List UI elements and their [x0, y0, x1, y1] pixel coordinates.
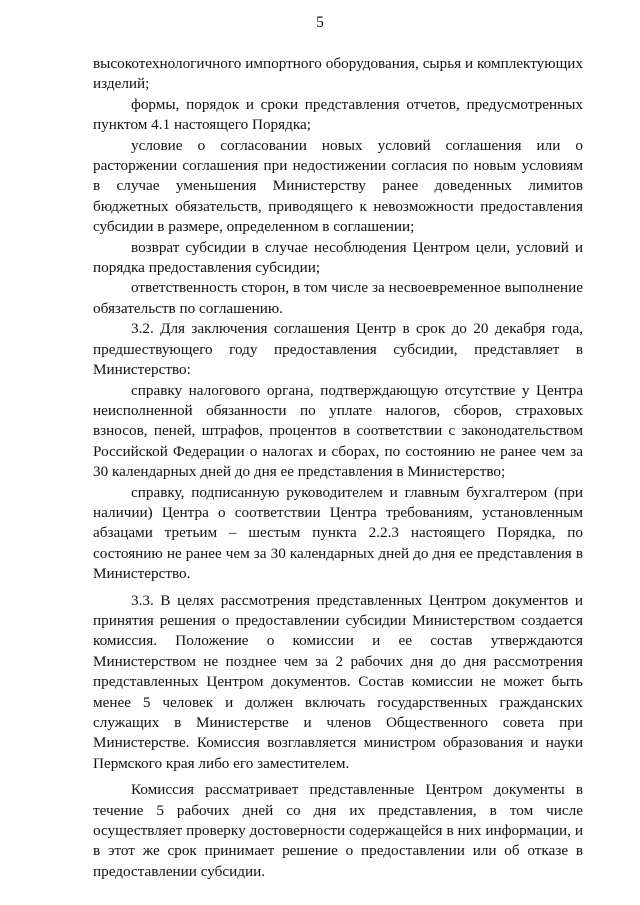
paragraph-section-3-2: 3.2. Для заключения соглашения Центр в срок до 20 декабря года, предшествующего году предоставления субсидии, представляет в Министерство:	[93, 320, 583, 379]
paragraph-responsibility: ответственность сторон, в том числе за несвоевременное выполнение обязательств по соглашению.	[93, 279, 583, 317]
paragraph-agreement-conditions: условие о согласовании новых условий соглашения или о расторжении соглашения при недостижении согласия по новым условиям в случае уменьшения Министерству ранее доведенных лимитов бюджетных обязательств, приводящего к невозможности предоставления субсидии в размере, определенном в соглашении;	[93, 136, 583, 236]
paragraph-tax-certificate: справку налогового органа, подтверждающую отсутствие у Центра неисполненной обязанности по уплате налогов, сборов, страховых взносов, пеней, штрафов, процентов в соответствии с законодательством Российской Федерации о налогах и сборах, по состоянию не ранее чем за 30 календарных дней до дня ее представления в Министерство;	[93, 381, 583, 481]
paragraph-section-3-3: 3.3. В целях рассмотрения представленных Центром документов и принятия решения о предоставлении субсидии Министерством создается комиссия. Положение о комиссии и ее состав утверждаются Министерством не позднее чем за 2 рабочих дня до дня рассмотрения представленных Центром документов. Состав комиссии не может быть менее 5 человек и должен включать государственных гражданских служащих в Министерстве и членов Общественного совета при Министерстве. Комиссия возглавляется министром образования и науки Пермского края либо его заместителем.	[93, 591, 583, 772]
paragraph-compliance-certificate: справку, подписанную руководителем и главным бухгалтером (при наличии) Центра о соответствии Центра требованиям, установленным абзацами третьим – шестым пункта 2.2.3 настоящего Порядка, по состоянию не ранее чем за 30 календарных дней до дня ее представления в Министерство.	[93, 483, 583, 583]
paragraph-commission-review: Комиссия рассматривает представленные Центром документы в течение 5 рабочих дней со дня их представления, в том числе осуществляет проверку достоверности содержащейся в них информации, и в этот же срок принимает решение о предоставлении или об отказе в предоставлении субсидии.	[93, 781, 583, 880]
page-number: 5	[316, 14, 324, 31]
document-body	[93, 54, 583, 882]
paragraph-subsidy-return: возврат субсидии в случае несоблюдения Центром цели, условий и порядка предоставления субсидии;	[93, 238, 583, 277]
paragraph-report-forms: формы, порядок и сроки представления отчетов, предусмотренных пунктом 4.1 настоящего Порядка;	[93, 95, 583, 134]
paragraph-equipment: высокотехнологичного импортного оборудования, сырья и комплектующих изделий;	[93, 55, 583, 93]
